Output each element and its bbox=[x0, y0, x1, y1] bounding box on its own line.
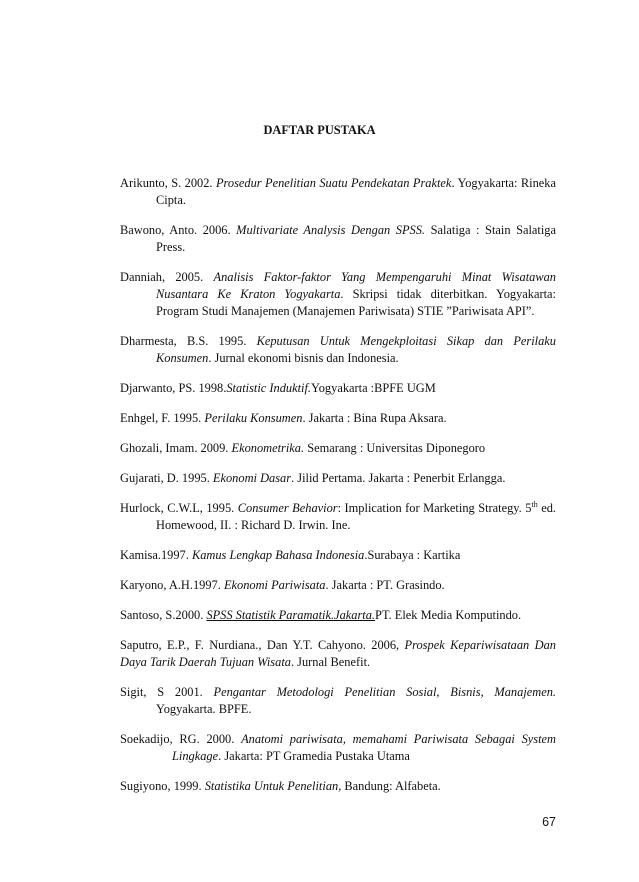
reference-item: Hurlock, C.W.L, 1995. Consumer Behavior: Implication for Marketing Strategy. 5th ed. Homewood, II. : Richard D. Irwin. Ine. bbox=[120, 499, 557, 532]
reference-item: Arikunto, S. 2002. Prosedur Penelitian Suatu Pendekatan Praktek. Yogyakarta: Rineka Cipta. bbox=[120, 176, 556, 207]
reference-item: Gujarati, D. 1995. Ekonomi Dasar. Jilid Pertama. Jakarta : Penerbit Erlangga. bbox=[120, 471, 506, 485]
reference-item: Saputro, E.P., F. Nurdiana., Dan Y.T. Cahyono. 2006, Prospek Kepariwisataan Dan Daya Tarik Daerah Tujuan Wisata. Jurnal Benefit. bbox=[120, 638, 556, 669]
reference-item: Djarwanto, PS. 1998.Statistic Induktif.Yogyakarta :BPFE UGM bbox=[120, 381, 436, 395]
reference-item: Sigit, S 2001. Pengantar Metodologi Penelitian Sosial, Bisnis, Manajemen. Yogyakarta. BPFE. bbox=[120, 685, 557, 716]
reference-item: Sugiyono, 1999. Statistika Untuk Penelitian, Bandung: Alfabeta. bbox=[120, 779, 441, 793]
reference-list bbox=[120, 175, 556, 808]
reference-item: Bawono, Anto. 2006. Multivariate Analysis Dengan SPSS. Salatiga : Stain Salatiga Press. bbox=[120, 223, 557, 254]
reference-item: Santoso, S.2000. SPSS Statistik Paramatik.Jakarta.PT. Elek Media Komputindo. bbox=[120, 608, 522, 622]
reference-item: Dharmesta, B.S. 1995. Keputusan Untuk Mengekploitasi Sikap dan Perilaku Konsumen. Jurnal ekonomi bisnis dan Indonesia. bbox=[120, 334, 556, 365]
reference-item: Karyono, A.H.1997. Ekonomi Pariwisata. Jakarta : PT. Grasindo. bbox=[120, 578, 445, 592]
reference-item: Kamisa.1997. Kamus Lengkap Bahasa Indonesia.Surabaya : Kartika bbox=[120, 548, 461, 562]
reference-item: Soekadijo, RG. 2000. Anatomi pariwisata, memahami Pariwisata Sebagai System Lingkage. Jakarta: PT Gramedia Pustaka Utama bbox=[120, 732, 556, 763]
reference-item: Enhgel, F. 1995. Perilaku Konsumen. Jakarta : Bina Rupa Aksara. bbox=[120, 411, 447, 425]
reference-item: Danniah, 2005. Analisis Faktor-faktor Yang Mempengaruhi Minat Wisatawan Nusantara Ke Kraton Yogyakarta. Skripsi tidak diterbitkan. Yogyakarta: Program Studi Manajemen (Manajemen Pariwisata) STIE ”Pariwisata API”. bbox=[120, 270, 556, 318]
page-title: DAFTAR PUSTAKA bbox=[263, 123, 376, 137]
reference-item: Ghozali, Imam. 2009. Ekonometrika. Semarang : Universitas Diponegoro bbox=[120, 441, 486, 455]
superscript: th bbox=[531, 499, 538, 509]
page-number: 67 bbox=[542, 815, 556, 829]
